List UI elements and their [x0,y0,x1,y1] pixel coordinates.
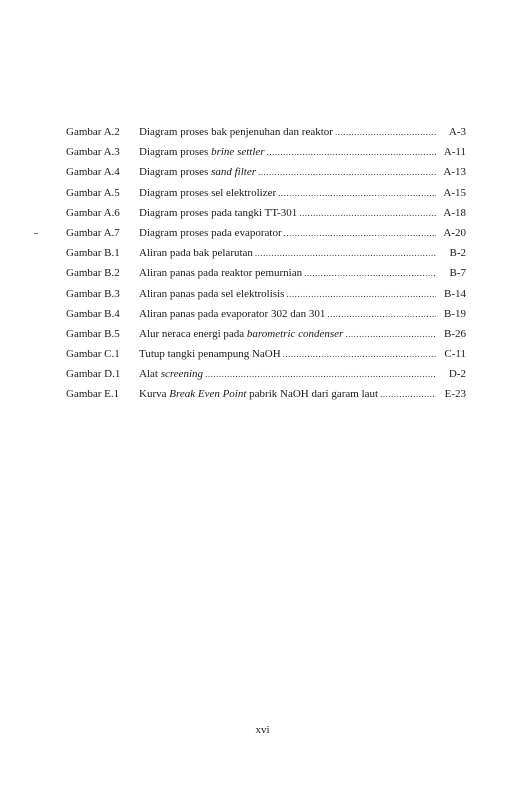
figure-label: Gambar D.1 [66,368,121,381]
figure-title: Diagram proses brine settler [139,146,265,159]
figure-page: A-15 [443,186,466,199]
figure-label: Gambar B.4 [66,307,120,320]
margin-mark [34,233,38,234]
toc-entry [66,263,466,283]
figure-title: Alat screening [139,368,204,381]
dot-leader [327,304,436,324]
figure-label: Gambar B.1 [66,247,120,260]
toc-entry [66,364,466,384]
figure-label: Gambar A.5 [66,186,120,199]
figure-page: A-18 [443,206,466,219]
toc-entry [66,384,466,404]
dot-leader [258,162,436,182]
figure-page: C-11 [444,348,466,361]
figure-page: D-2 [448,368,466,381]
figure-label: Gambar A.2 [66,126,120,138]
dot-leader [335,122,436,142]
dot-leader [255,243,436,263]
figure-page: B-2 [449,247,466,260]
toc-entry [66,162,466,182]
dot-leader [284,223,436,243]
dot-leader [278,183,436,203]
figure-label: Gambar A.4 [66,166,120,179]
dot-leader [286,284,436,304]
figure-page: B-14 [444,287,466,300]
figure-label: Gambar B.2 [66,267,120,280]
toc-entry [66,243,466,263]
toc-entry [66,183,466,203]
dot-leader [283,344,436,364]
dot-leader [205,364,436,384]
dot-leader [345,324,436,344]
toc-entry [66,284,466,304]
figure-title: Aliran pada bak pelarutan [139,247,253,260]
figure-title: Diagram proses pada tangki TT-301 [139,206,298,219]
toc-entry [66,324,466,344]
figure-title: Alur neraca energi pada barometric condenser [139,327,344,340]
figure-page: B-19 [444,307,466,320]
figure-title: Aliran panas pada evaporator 302 dan 301 [139,307,326,320]
dot-leader [267,142,436,162]
figure-title: Diagram proses sand filter [139,166,257,179]
figure-title: Tutup tangki penampung NaOH [139,348,281,361]
toc-entry [66,203,466,223]
figure-label: Gambar A.7 [66,226,120,239]
figure-label: Gambar A.3 [66,146,120,159]
figure-label: Gambar B.5 [66,327,120,340]
figure-title: Aliran panas pada reaktor pemurnian [139,267,303,280]
figure-page: B-26 [444,327,466,340]
figure-title: Diagram proses sel elektrolizer [139,186,277,199]
toc-entry [66,142,466,162]
page-number: xvi [255,724,270,736]
figure-label: Gambar E.1 [66,388,120,401]
figure-page: A-20 [443,226,466,239]
figure-label: Gambar A.6 [66,206,120,219]
toc-entry [66,122,466,142]
figure-title: Diagram proses pada evaporator [139,226,282,239]
toc-entry [66,304,466,324]
figure-title: Kurva Break Even Point pabrik NaOH dari garam laut [139,388,379,401]
dot-leader [304,263,436,283]
dot-leader [299,203,436,223]
figure-page: A-3 [448,126,466,138]
toc-entry [66,344,466,364]
figure-label: Gambar B.3 [66,287,120,300]
figure-label: Gambar C.1 [66,348,120,361]
figure-title: Diagram proses bak penjenuhan dan reaktor [139,126,333,138]
figure-page: A-13 [443,166,466,179]
dot-leader [380,384,436,404]
figure-page: B-7 [449,267,466,280]
figure-title: Aliran panas pada sel elektrolisis [139,287,285,300]
figure-page: E-23 [444,388,466,401]
figure-page: A-11 [443,146,466,159]
list-of-figures [66,122,466,405]
toc-entry [66,223,466,243]
